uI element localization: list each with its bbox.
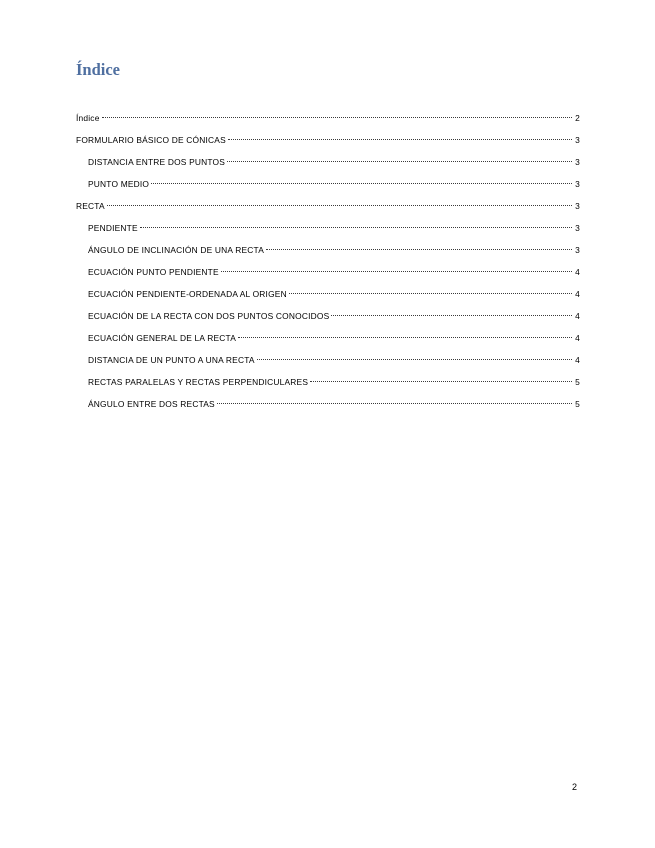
dot-leader [266, 249, 572, 250]
toc-entry-title: ÁNGULO ENTRE DOS RECTAS [88, 399, 215, 409]
toc-entry-page: 4 [575, 311, 580, 321]
toc-entry-angulo-entre-rectas[interactable] [76, 393, 580, 415]
toc-entry-page: 2 [575, 113, 580, 123]
toc-entry-ecuacion-general[interactable] [76, 327, 580, 349]
table-of-contents [76, 107, 580, 415]
toc-entry-title: PUNTO MEDIO [88, 179, 150, 189]
dot-leader [289, 293, 572, 294]
toc-entry-title: DISTANCIA ENTRE DOS PUNTOS [88, 157, 226, 167]
toc-entry-page: 3 [575, 135, 580, 145]
toc-entry-ecuacion-pendiente-ordenada[interactable] [76, 283, 580, 305]
dot-leader [221, 271, 572, 272]
toc-entry-distancia-entre-dos-puntos[interactable] [76, 151, 580, 173]
toc-entry-title: ÁNGULO DE INCLINACIÓN DE UNA RECTA [88, 245, 265, 255]
toc-entry-title: ECUACIÓN DE LA RECTA CON DOS PUNTOS CONOCIDOS [88, 311, 330, 321]
dot-leader [228, 139, 572, 140]
toc-entry-title: DISTANCIA DE UN PUNTO A UNA RECTA [88, 355, 255, 365]
toc-entry-title: ECUACIÓN GENERAL DE LA RECTA [88, 333, 237, 343]
toc-entry-rectas-paralelas[interactable] [76, 371, 580, 393]
toc-entry-page: 3 [575, 179, 580, 189]
toc-entry-page: 4 [575, 267, 580, 277]
toc-entry-page: 5 [575, 377, 580, 387]
toc-entry-title: ECUACIÓN PUNTO PENDIENTE [88, 267, 219, 277]
toc-entry-punto-medio[interactable] [76, 173, 580, 195]
toc-entry-indice[interactable] [76, 107, 580, 129]
toc-entry-page: 3 [575, 245, 580, 255]
toc-entry-page: 4 [575, 355, 580, 365]
dot-leader [257, 359, 572, 360]
toc-entry-title: FORMULARIO BÁSICO DE CÓNICAS [76, 135, 226, 145]
toc-entry-page: 4 [575, 289, 580, 299]
toc-entry-distancia-punto-recta[interactable] [76, 349, 580, 371]
dot-leader [140, 227, 572, 228]
toc-heading: Índice [76, 60, 121, 79]
dot-leader [331, 315, 572, 316]
dot-leader [107, 205, 572, 206]
toc-entry-angulo-de-inclinacion[interactable] [76, 239, 580, 261]
toc-entry-page: 5 [575, 399, 580, 409]
toc-entry-page: 3 [575, 201, 580, 211]
dot-leader [238, 337, 572, 338]
dot-leader [227, 161, 572, 162]
toc-entry-title: ECUACIÓN PENDIENTE-ORDENADA AL ORIGEN [88, 289, 287, 299]
toc-entry-title: Índice [76, 113, 100, 123]
toc-entry-recta[interactable] [76, 195, 580, 217]
dot-leader [310, 381, 572, 382]
toc-entry-title: PENDIENTE [88, 223, 138, 233]
toc-entry-page: 3 [575, 223, 580, 233]
toc-entry-pendiente[interactable] [76, 217, 580, 239]
dot-leader [217, 403, 572, 404]
toc-entry-ecuacion-dos-puntos[interactable] [76, 305, 580, 327]
dot-leader [151, 183, 572, 184]
toc-entry-ecuacion-punto-pendiente[interactable] [76, 261, 580, 283]
page-number: 2 [572, 782, 578, 792]
dot-leader [102, 117, 572, 118]
toc-entry-formulario-basico-de-conicas[interactable] [76, 129, 580, 151]
toc-entry-title: RECTA [76, 201, 105, 211]
toc-entry-title: RECTAS PARALELAS Y RECTAS PERPENDICULARES [88, 377, 309, 387]
toc-entry-page: 3 [575, 157, 580, 167]
toc-entry-page: 4 [575, 333, 580, 343]
